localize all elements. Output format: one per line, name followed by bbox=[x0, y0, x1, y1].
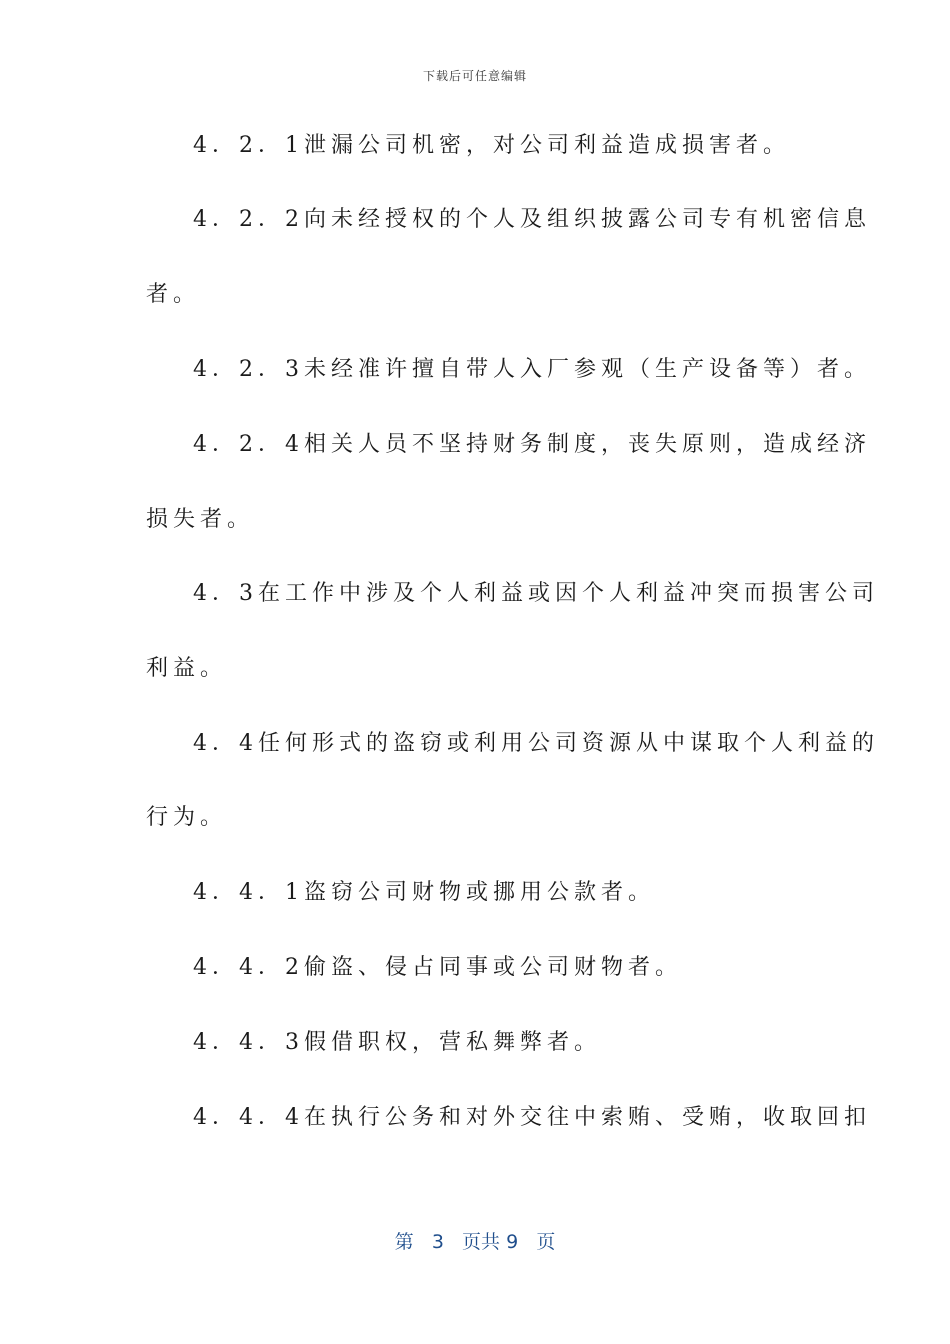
page-header: 下载后可任意编辑 bbox=[422, 69, 527, 83]
paragraph-line: 利益。 bbox=[146, 656, 228, 681]
paragraph-line: 4．2．3未经准许擅自带人入厂参观（生产设备等）者。 bbox=[193, 357, 871, 382]
paragraph-line: 4．4任何形式的盗窃或利用公司资源从中谋取个人利益的 bbox=[193, 731, 879, 756]
paragraph-line: 4．2．2向未经授权的个人及组织披露公司专有机密信息 bbox=[193, 207, 871, 232]
paragraph-line: 4．4．4在执行公务和对外交往中索贿、受贿，收取回扣 bbox=[193, 1105, 871, 1130]
paragraph-line: 行为。 bbox=[146, 805, 228, 830]
paragraph-line: 4．3在工作中涉及个人利益或因个人利益冲突而损害公司 bbox=[193, 581, 879, 606]
paragraph-line: 4．4．3假借职权，营私舞弊者。 bbox=[193, 1030, 601, 1055]
footer-suffix: 页 bbox=[536, 1231, 556, 1253]
paragraph-line: 4．2．4相关人员不坚持财务制度，丧失原则，造成经济 bbox=[193, 432, 871, 457]
paragraph-line: 损失者。 bbox=[146, 507, 255, 532]
paragraph-line: 4．4．2偷盗、侵占同事或公司财物者。 bbox=[193, 955, 682, 980]
page-footer bbox=[0, 1227, 950, 1254]
paragraph-line: 4．4．1盗窃公司财物或挪用公款者。 bbox=[193, 880, 655, 905]
footer-prefix: 第 bbox=[394, 1231, 414, 1253]
paragraph-line: 者。 bbox=[146, 282, 201, 307]
paragraph-line: 4．2．1泄漏公司机密，对公司利益造成损害者。 bbox=[193, 133, 790, 158]
footer-total-pages: 9 bbox=[506, 1231, 519, 1253]
footer-middle: 页共 bbox=[462, 1231, 501, 1253]
footer-current-page: 3 bbox=[431, 1231, 444, 1253]
